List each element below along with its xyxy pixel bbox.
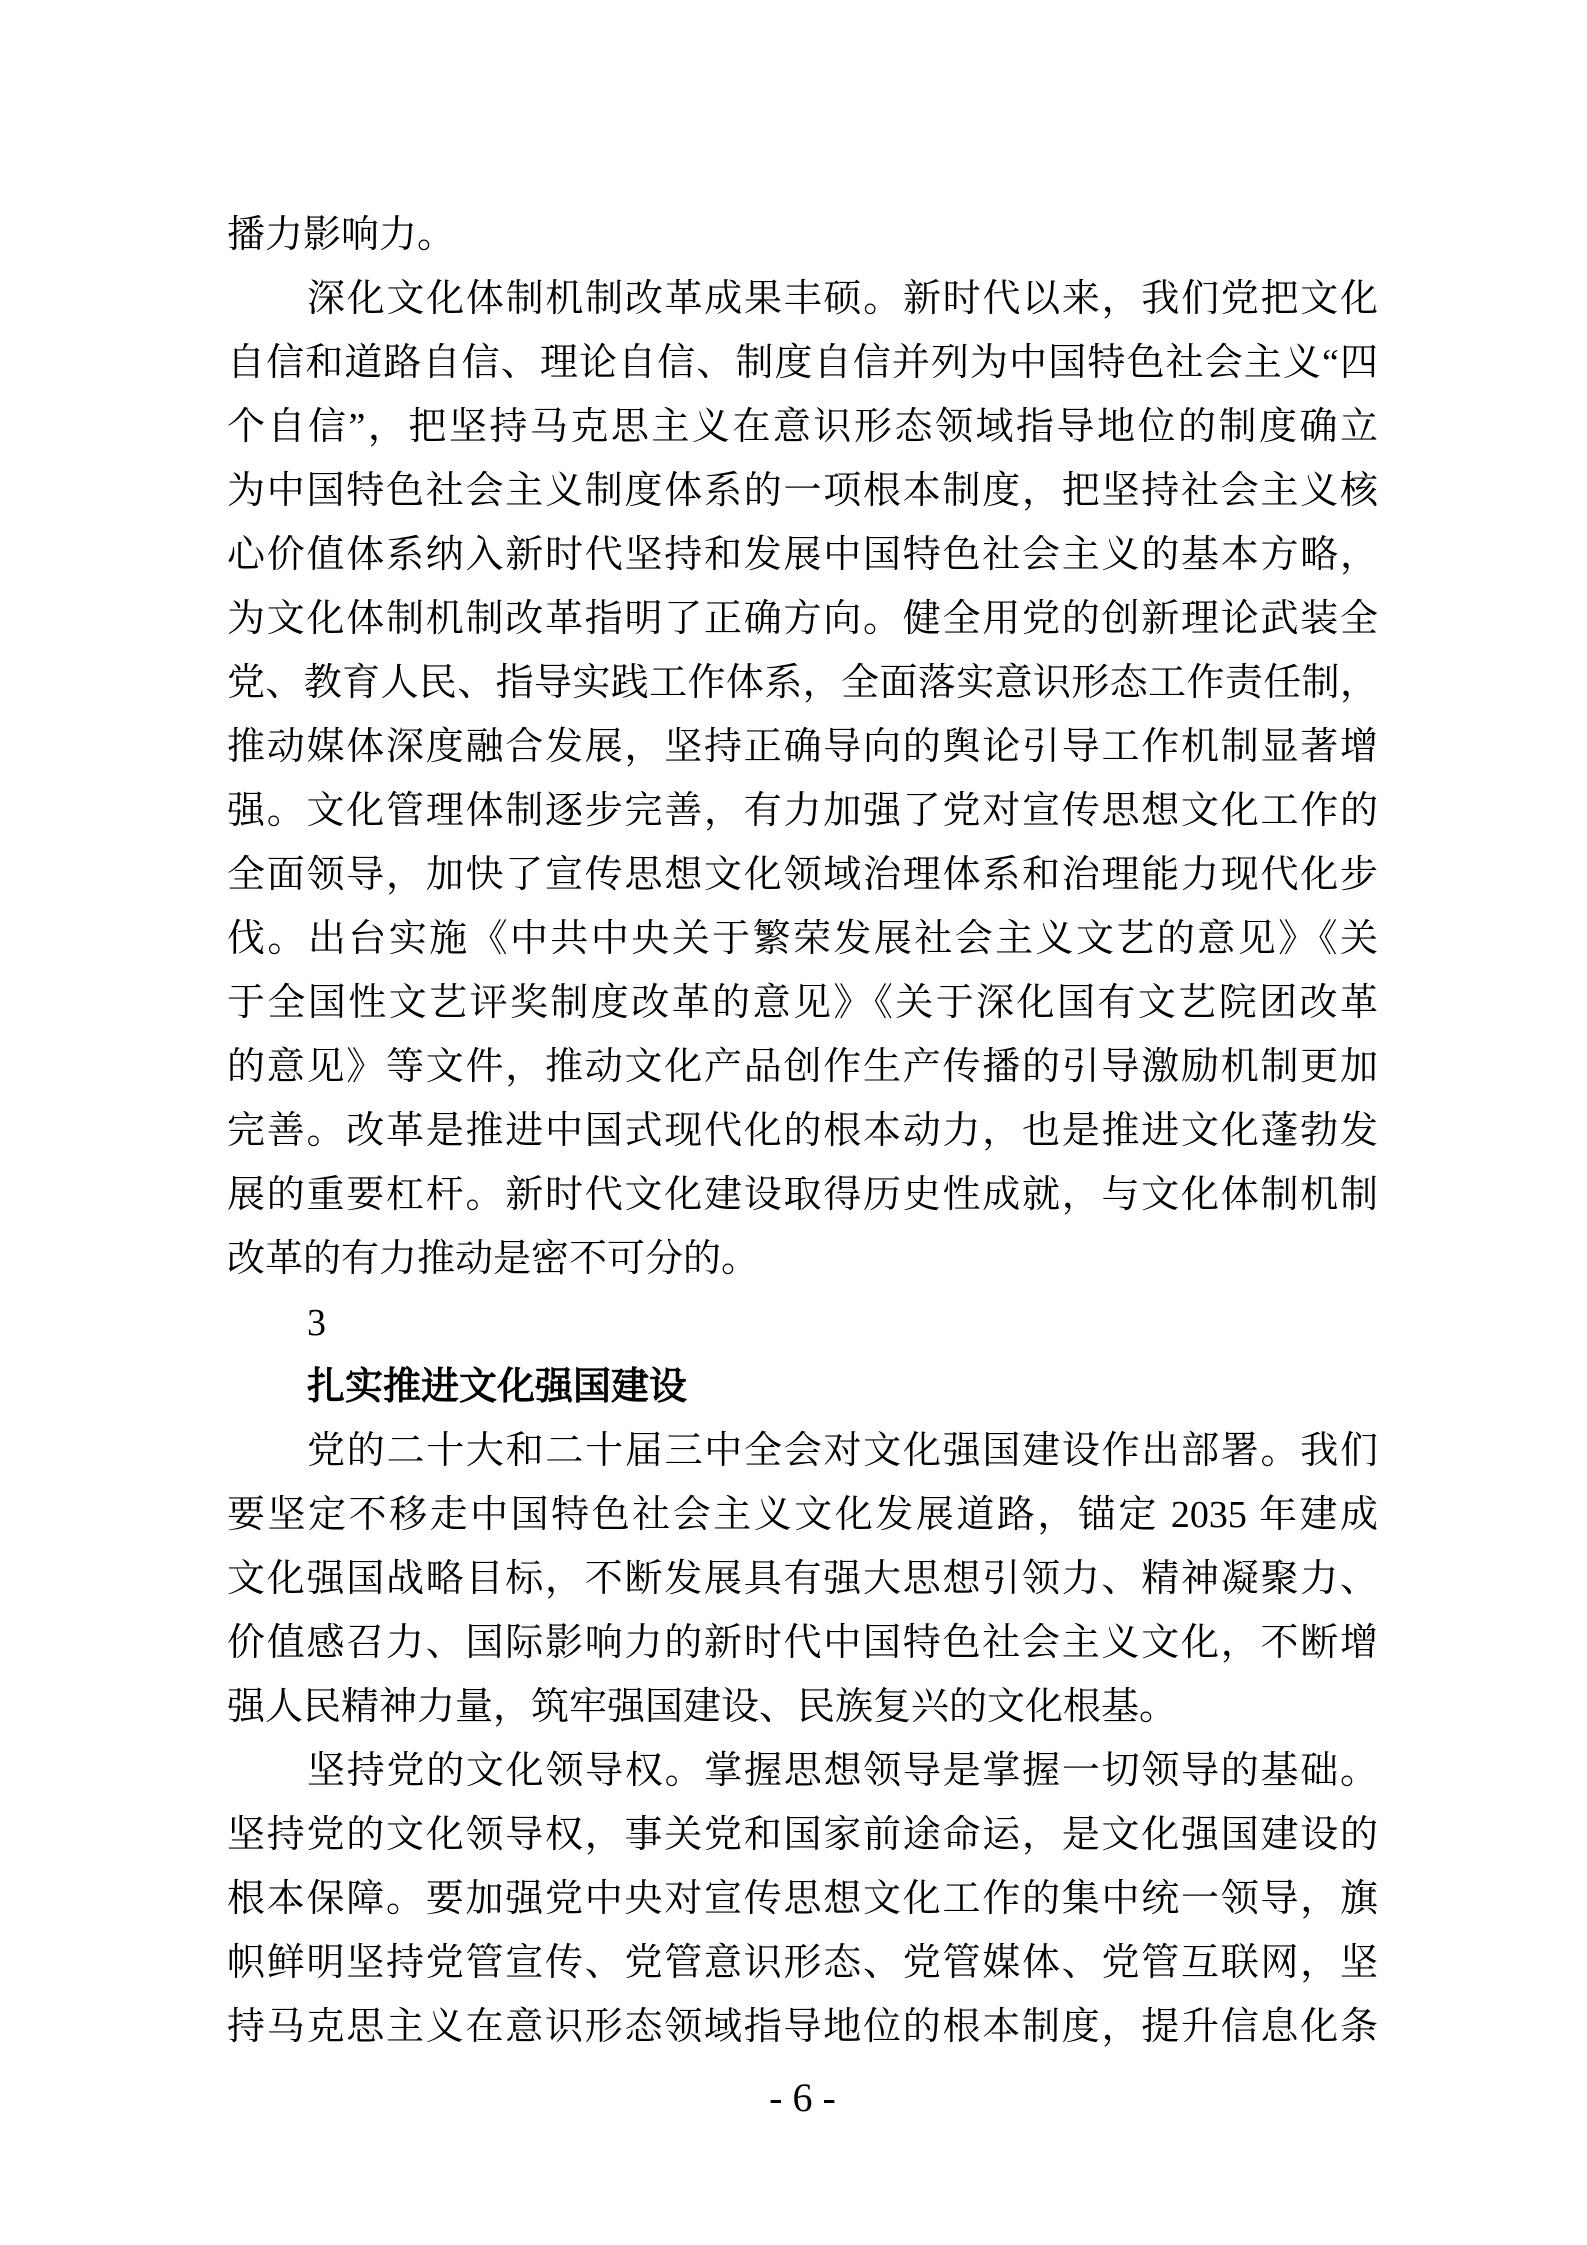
- text-line: 持马克思主义在意识形态领域指导地位的根本制度，提升信息化条: [227, 2006, 1378, 2048]
- text-line: 坚持党的文化领导权。掌握思想领导是掌握一切领导的基础。: [307, 1750, 1378, 1792]
- text-line: 强人民精神力量，筑牢强国建设、民族复兴的文化根基。: [227, 1686, 1178, 1728]
- text-line: 于全国性文艺评奖制度改革的意见》《关于深化国有文艺院团改革: [227, 982, 1378, 1024]
- text-line: 价值感召力、国际影响力的新时代中国特色社会主义文化，不断增: [227, 1622, 1378, 1664]
- text-line: 完善。改革是推进中国式现代化的根本动力，也是推进文化蓬勃发: [227, 1110, 1378, 1152]
- text-line: 根本保障。要加强党中央对宣传思想文化工作的集中统一领导，旗: [227, 1878, 1378, 1920]
- document-body: [227, 203, 1378, 2059]
- text-line: 改革的有力推动是密不可分的。: [227, 1238, 760, 1280]
- text-line: 自信和道路自信、理论自信、制度自信并列为中国特色社会主义“四: [227, 342, 1378, 384]
- section-number: 3: [307, 1302, 326, 1344]
- text-line: 要坚定不移走中国特色社会主义文化发展道路，锚定 2035 年建成: [227, 1494, 1378, 1536]
- text-line: 党的二十大和二十届三中全会对文化强国建设作出部署。我们: [307, 1430, 1378, 1472]
- text-line: 推动媒体深度融合发展，坚持正确导向的舆论引导工作机制显著增: [227, 726, 1378, 768]
- text-line: 全面领导，加快了宣传思想文化领域治理体系和治理能力现代化步: [227, 854, 1378, 896]
- text-line: 帜鲜明坚持党管宣传、党管意识形态、党管媒体、党管互联网，坚: [227, 1942, 1378, 1984]
- text-line: 文化强国战略目标，不断发展具有强大思想引领力、精神凝聚力、: [227, 1558, 1378, 1600]
- page-number: - 6 -: [769, 2075, 836, 2120]
- text-line: 个自信”，把坚持马克思主义在意识形态领域指导地位的制度确立: [227, 406, 1378, 448]
- text-line: 为文化体制机制改革指明了正确方向。健全用党的创新理论武装全: [227, 598, 1378, 640]
- text-line: 坚持党的文化领导权，事关党和国家前途命运，是文化强国建设的: [227, 1814, 1378, 1856]
- text-line: 深化文化体制机制改革成果丰硕。新时代以来，我们党把文化: [307, 278, 1378, 320]
- text-line: 心价值体系纳入新时代坚持和发展中国特色社会主义的基本方略，: [227, 534, 1378, 576]
- text-line: 播力影响力。: [227, 214, 456, 256]
- section-heading: 扎实推进文化强国建设: [307, 1366, 688, 1408]
- text-line: 的意见》等文件，推动文化产品创作生产传播的引导激励机制更加: [227, 1046, 1378, 1088]
- text-line: 为中国特色社会主义制度体系的一项根本制度，把坚持社会主义核: [227, 470, 1378, 512]
- text-line: 展的重要杠杆。新时代文化建设取得历史性成就，与文化体制机制: [227, 1174, 1378, 1216]
- text-line: 强。文化管理体制逐步完善，有力加强了党对宣传思想文化工作的: [227, 790, 1378, 832]
- text-line: 党、教育人民、指导实践工作体系，全面落实意识形态工作责任制，: [227, 662, 1378, 704]
- text-line: 伐。出台实施《中共中央关于繁荣发展社会主义文艺的意见》《关: [227, 918, 1378, 960]
